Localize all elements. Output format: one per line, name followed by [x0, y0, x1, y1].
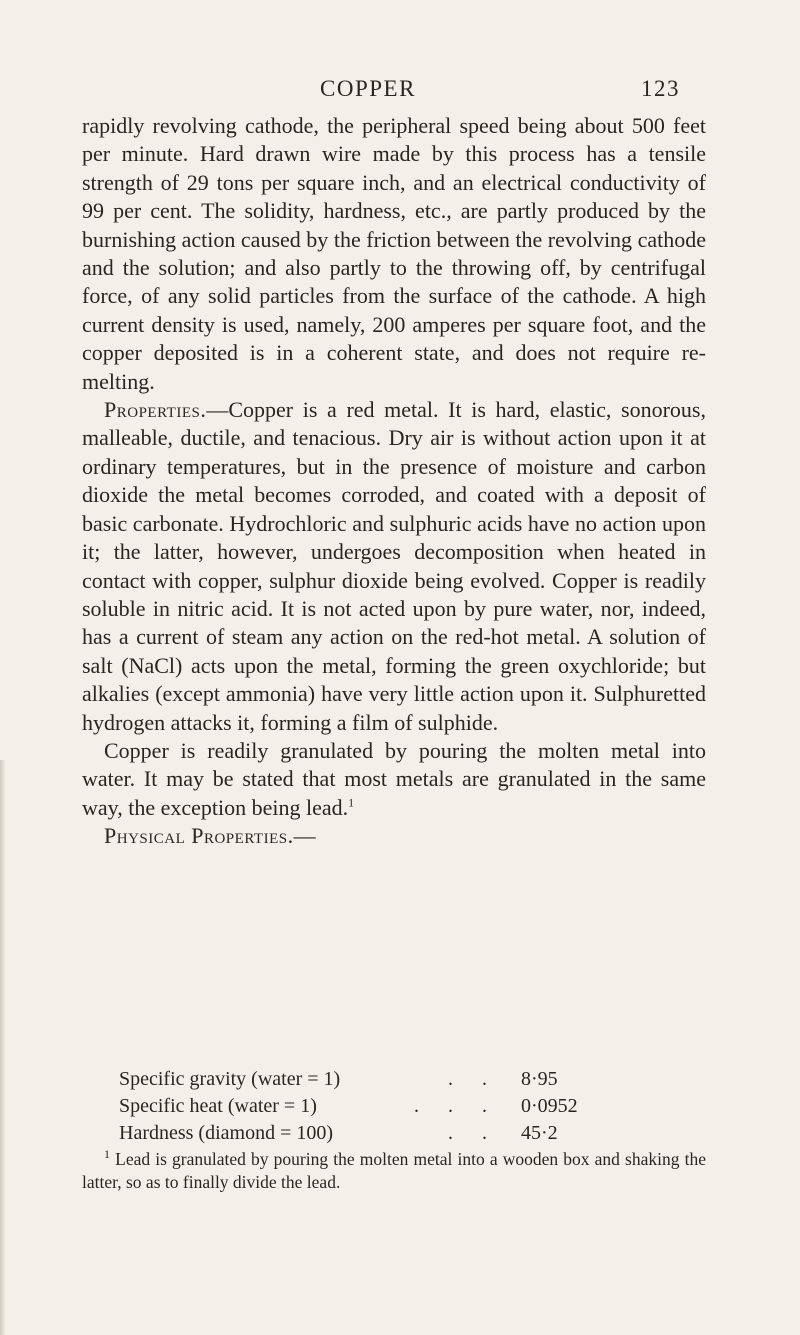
- footnote-reference: 1: [348, 795, 355, 810]
- leader-dots: . .: [448, 1122, 499, 1144]
- footnote-text: Lead is granulated by pouring the molten metal into a wooden box and shaking the latter, so as to finally divide the lead.: [82, 1149, 707, 1192]
- running-title: COPPER: [320, 76, 416, 101]
- section-heading-physical-properties: Physical Properties.: [104, 823, 294, 849]
- body-text: [82, 112, 706, 851]
- footnote-mark: 1: [104, 1147, 110, 1162]
- property-value: 0·0952: [521, 1095, 578, 1117]
- table-row: [119, 1120, 639, 1147]
- page-number: 123: [641, 76, 680, 101]
- property-value: 45·2: [521, 1122, 558, 1144]
- footnote: [82, 1148, 706, 1194]
- paragraph-physical-properties: Physical Properties.—: [104, 823, 316, 849]
- property-label: Specific gravity (water = 1): [119, 1068, 341, 1090]
- paragraph-properties: Properties.—Copper is a red metal. It is hard, elastic, sonorous, malleable, ductile, and tenacious. Dry air is without action upon it at ordinary temperatures, but in the presence of moisture and carbon dioxide the metal becomes corroded, and coated with a deposit of basic carbonate. Hydrochloric and sulphuric acids have no action upon it; the latter, however, undergoes decomposition when heated in contact with copper, sulphur dioxide being evolved. Copper is readily soluble in nitric acid. It is not acted upon by pure water, nor, indeed, has a current of steam any action on the red-hot metal. A solution of salt (NaCl) acts upon the metal, forming the green oxychloride; but alkalies (except ammonia) have very little action upon it. Sulphuretted hydrogen attacks it, forming a film of sulphide.: [82, 397, 706, 735]
- property-label: Specific heat (water = 1): [119, 1095, 317, 1117]
- properties-table: [119, 1066, 639, 1147]
- leader-dots: . . .: [414, 1095, 499, 1117]
- property-label: Hardness (diamond = 100): [119, 1122, 334, 1144]
- leader-dots: . .: [448, 1068, 499, 1090]
- paragraph-granulation: Copper is readily granulated by pouring the molten metal into water. It may be stated that most metals are granulated in the same way, the exception being lead.$^1$: [82, 737, 706, 820]
- property-value: 8·95: [521, 1068, 558, 1090]
- page-edge-shadow: [0, 760, 6, 1335]
- running-header: [320, 76, 680, 106]
- paragraph-cathode: rapidly revolving cathode, the peripheral speed being about 500 feet per minute. Hard drawn wire made by this process has a tensile strength of 29 tons per square inch, and an electrical conductivity of 99 per cent. The solidity, hardness, etc., are partly produced by the burnishing action caused by the friction between the revolving cathode and the solution; and also partly to the throwing off, by centrifugal force, of any solid particles from the surface of the cathode. A high current density is used, namely, 200 amperes per square foot, and the copper deposited is in a coherent state, and does not require re-melting.: [82, 113, 706, 394]
- table-row: [119, 1093, 639, 1120]
- table-row: [119, 1066, 639, 1093]
- section-heading-properties: Properties.: [104, 397, 207, 423]
